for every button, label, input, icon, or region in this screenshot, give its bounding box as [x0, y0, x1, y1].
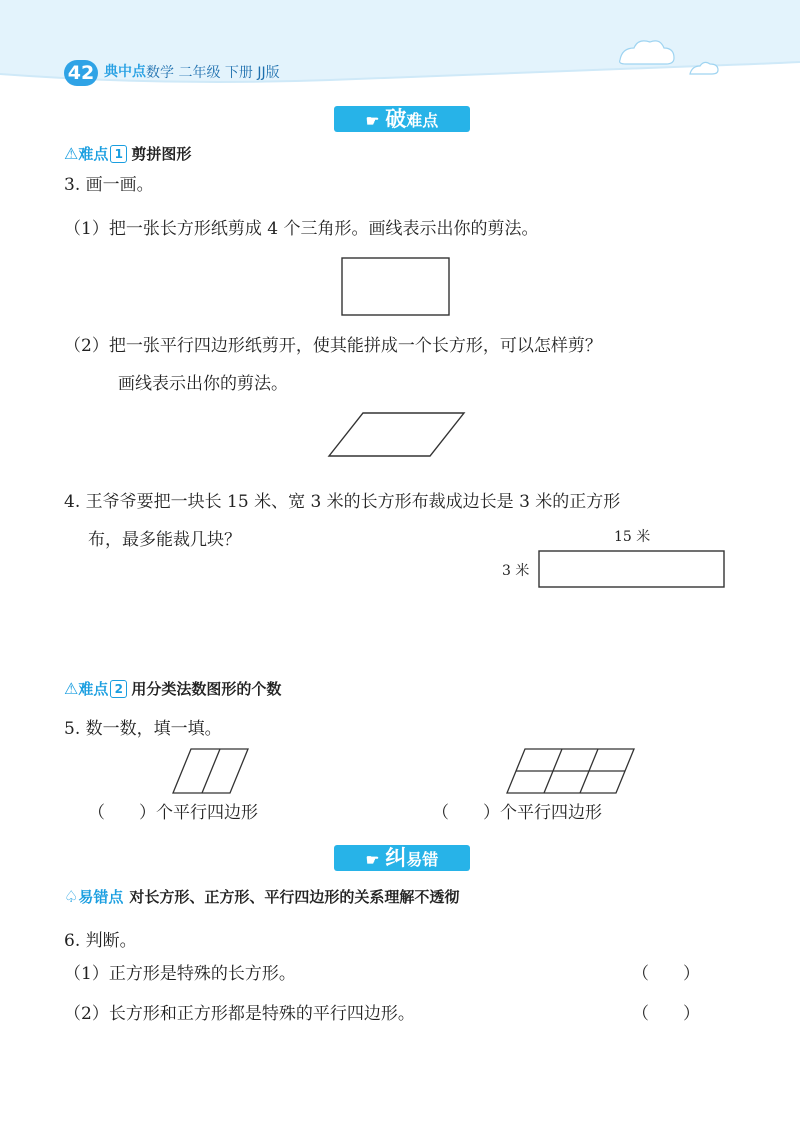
question-3-part-2-line-2: 画线表示出你的剪法。: [118, 374, 288, 394]
question-4-line-1: 4. 王爷爷要把一块长 15 米、宽 3 米的长方形布裁成边长是 3 米的正方形: [64, 492, 621, 512]
parallelogram-group-right: [504, 746, 638, 796]
answer-blank-right[interactable]: （ ）个平行四边形: [432, 803, 602, 823]
banner-big-char: 纠: [385, 845, 407, 870]
answer-blank-left[interactable]: （ ）个平行四边形: [88, 803, 258, 823]
question-3-part-2-line-1: （2）把一张平行四边形纸剪开，使其能拼成一个长方形，可以怎样剪？: [64, 336, 602, 356]
question-6-title: 6. 判断。: [64, 931, 137, 951]
banner-big-char: 破: [385, 106, 407, 131]
pointing-hand-icon: ☛: [365, 851, 380, 869]
series-logo: 典中点: [104, 64, 146, 80]
answer-paren-2[interactable]: （ ）: [632, 1004, 700, 1024]
header-background: [0, 0, 800, 110]
question-4-line-2: 布，最多能裁几块？: [88, 530, 241, 550]
answer-paren-1[interactable]: （ ）: [632, 964, 700, 984]
cloth-rectangle: [537, 549, 727, 589]
section-banner-breakthrough: [334, 106, 470, 132]
question-6-item-2: （2）长方形和正方形都是特殊的平行四边形。: [64, 1004, 415, 1024]
section-title: 对长方形、正方形、平行四边形的关系理解不透彻: [129, 888, 460, 906]
difficulty-number: 1: [110, 145, 127, 163]
section-heading-error-point: [64, 886, 459, 908]
warning-icon: ⚠: [64, 679, 79, 698]
parallelogram-group-left: [170, 746, 252, 796]
rectangle-figure: [340, 256, 452, 318]
pointing-hand-icon: ☛: [365, 112, 380, 130]
parallelogram-figure: [326, 410, 468, 460]
book-title: 数学 二年级 下册 JJ版: [146, 65, 280, 81]
warning-icon: ⚠: [64, 144, 79, 163]
section-title: 用分类法数图形的个数: [131, 680, 282, 698]
difficulty-number: 2: [110, 680, 127, 698]
cloth-width-label: 3 米: [502, 563, 530, 579]
section-heading-difficulty-1: [64, 143, 191, 165]
page-number: 42: [64, 60, 98, 86]
banner-small-text: 难点: [406, 111, 439, 130]
cloth-length-label: 15 米: [614, 529, 651, 545]
difficulty-label: 难点: [78, 145, 109, 163]
difficulty-label: 难点: [78, 680, 109, 698]
banner-small-text: 易错: [406, 850, 439, 869]
error-point-label: 易错点: [78, 888, 124, 906]
question-6-item-1: （1）正方形是特殊的长方形。: [64, 964, 296, 984]
section-title: 剪拼图形: [131, 145, 192, 163]
question-3-part-1: （1）把一张长方形纸剪成 4 个三角形。画线表示出你的剪法。: [64, 219, 539, 239]
question-3-title: 3. 画一画。: [64, 175, 154, 195]
section-banner-correct-errors: [334, 845, 470, 871]
question-5-title: 5. 数一数，填一填。: [64, 719, 222, 739]
bell-icon: ♤: [64, 887, 79, 906]
section-heading-difficulty-2: [64, 678, 281, 700]
